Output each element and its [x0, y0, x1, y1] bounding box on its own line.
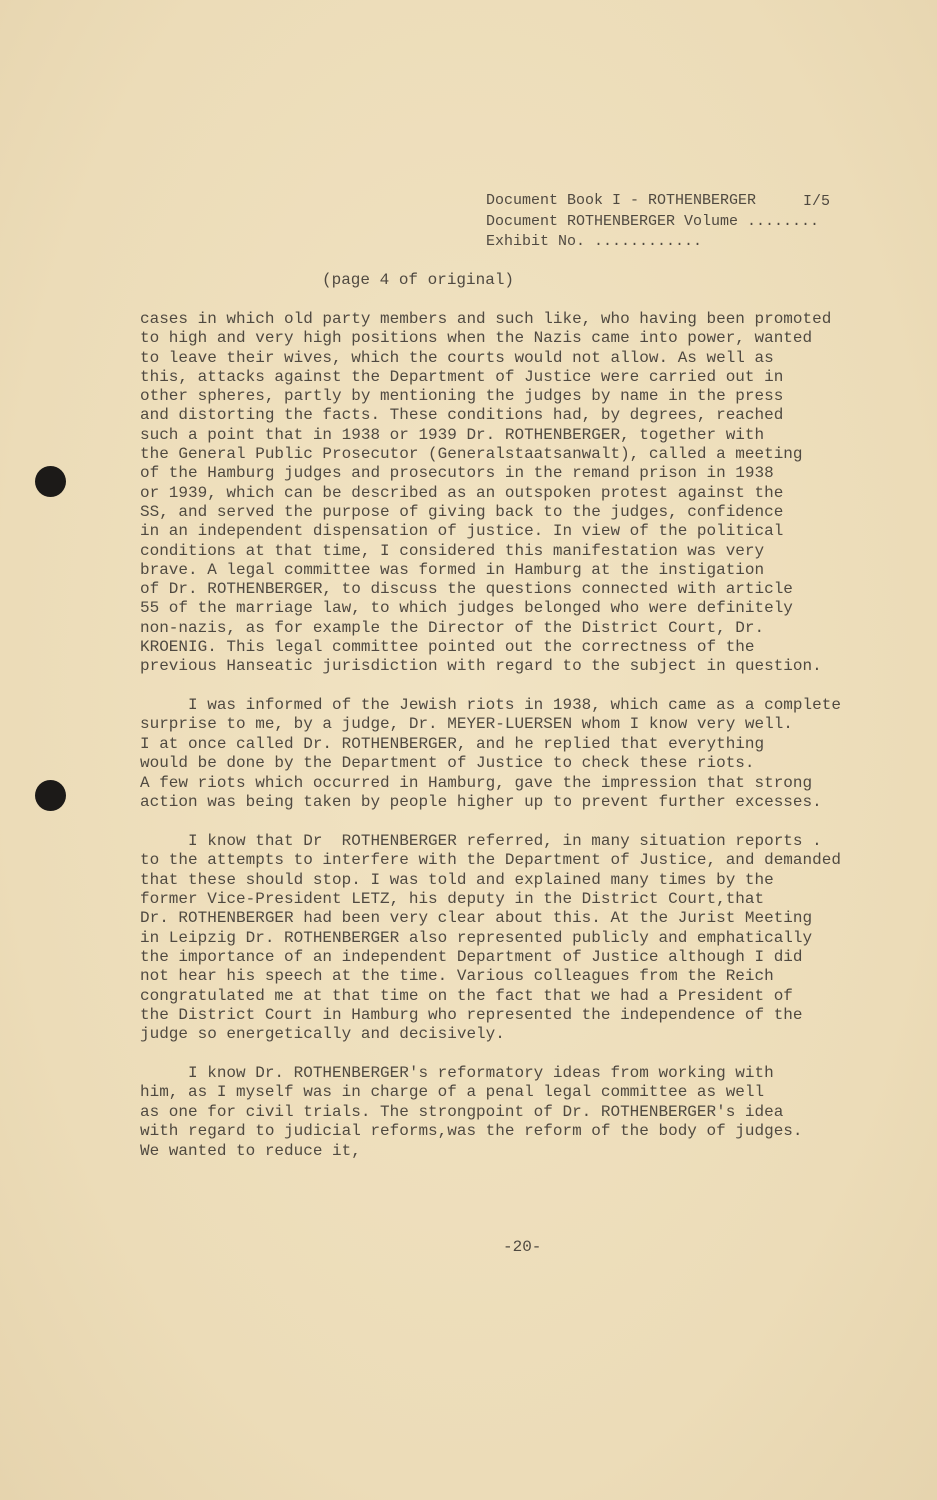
text-line: conditions at that time, I considered this manifestation was very — [140, 541, 765, 560]
page-note: (page 4 of original) — [322, 271, 515, 289]
text-line: would be done by the Department of Justice to check these riots. — [140, 754, 755, 773]
header-exhibit-no: Exhibit No. ............ — [486, 233, 703, 250]
text-line: SS, and served the purpose of giving back to the judges, confidence — [140, 502, 784, 521]
text-line: previous Hanseatic jurisdiction with regard to the subject in question. — [140, 657, 822, 676]
text-line: or 1939, which can be described as an outspoken protest against the — [140, 483, 784, 502]
text-line: 55 of the marriage law, to which judges belonged who were definitely — [140, 599, 793, 618]
punch-hole — [35, 780, 66, 811]
text-line: in an independent dispensation of justice. In view of the political — [140, 522, 784, 541]
text-line: the General Public Prosecutor (Generalstaatsanwalt), called a meeting — [140, 445, 803, 464]
header-document-volume: Document ROTHENBERGER Volume ........ — [486, 213, 820, 230]
text-line: KROENIG. This legal committee pointed out the correctness of the — [140, 638, 755, 657]
text-line: Dr. ROTHENBERGER had been very clear about this. At the Jurist Meeting — [140, 909, 813, 928]
header-volume-number: I/5 — [803, 193, 831, 210]
text-line: that these should stop. I was told and explained many times by the — [140, 870, 774, 889]
text-line: cases in which old party members and such like, who having been promoted — [140, 310, 832, 328]
text-line: congratulated me at that time on the fact that we had a President of — [140, 986, 793, 1005]
text-line: other spheres, partly by mentioning the judges by name in the press — [140, 387, 784, 406]
paragraph-2 — [140, 696, 841, 812]
header-document-book: Document Book I - ROTHENBERGER — [486, 192, 757, 209]
text-line: judge so energetically and decisively. — [140, 1025, 505, 1044]
text-line: surprise to me, by a judge, Dr. MEYER-LUERSEN whom I know very well. — [140, 715, 793, 734]
paragraph-3 — [140, 832, 841, 1045]
text-line: as one for civil trials. The strongpoint of Dr. ROTHENBERGER's idea — [140, 1102, 784, 1121]
text-line: not hear his speech at the time. Various colleagues from the Reich — [140, 967, 774, 986]
text-line: him, as I myself was in charge of a penal legal committee as well — [140, 1083, 765, 1102]
text-line: the District Court in Hamburg who represented the independence of the — [140, 1006, 803, 1025]
text-line: I at once called Dr. ROTHENBERGER, and he replied that everything — [140, 734, 765, 753]
text-line: of Dr. ROTHENBERGER, to discuss the questions connected with article — [140, 580, 793, 599]
punch-hole — [35, 466, 66, 497]
paragraph-1 — [140, 310, 831, 677]
text-line: We wanted to reduce it, — [140, 1141, 361, 1160]
text-line: this, attacks against the Department of Justice were carried out in — [140, 367, 784, 386]
text-line: A few riots which occurred in Hamburg, gave the impression that strong — [140, 773, 813, 792]
text-line: brave. A legal committee was formed in Hamburg at the instigation — [140, 560, 765, 579]
text-line: of the Hamburg judges and prosecutors in the remand prison in 1938 — [140, 464, 774, 483]
text-line: to the attempts to interfere with the Department of Justice, and demanded — [140, 851, 841, 870]
page-number: -20- — [503, 1238, 542, 1256]
text-line: I was informed of the Jewish riots in 1938, which came as a complete — [140, 696, 841, 714]
text-line: to leave their wives, which the courts would not allow. As well as — [140, 348, 774, 367]
text-line: I know Dr. ROTHENBERGER's reformatory ideas from working with — [140, 1064, 774, 1082]
text-line: such a point that in 1938 or 1939 Dr. ROTHENBERGER, together with — [140, 425, 765, 444]
text-line: non-nazis, as for example the Director of the District Court, Dr. — [140, 618, 765, 637]
text-line: in Leipzig Dr. ROTHENBERGER also represented publicly and emphatically — [140, 928, 813, 947]
text-line: with regard to judicial reforms,was the reform of the body of judges. — [140, 1122, 803, 1141]
text-line: the importance of an independent Department of Justice although I did — [140, 948, 803, 967]
text-line: and distorting the facts. These conditions had, by degrees, reached — [140, 406, 784, 425]
text-line: former Vice-President LETZ, his deputy in the District Court,that — [140, 890, 765, 909]
text-line: action was being taken by people higher up to prevent further excesses. — [140, 792, 822, 811]
paragraph-4 — [140, 1064, 803, 1161]
text-line: I know that Dr ROTHENBERGER referred, in many situation reports . — [140, 832, 822, 850]
text-line: to high and very high positions when the Nazis came into power, wanted — [140, 329, 813, 348]
